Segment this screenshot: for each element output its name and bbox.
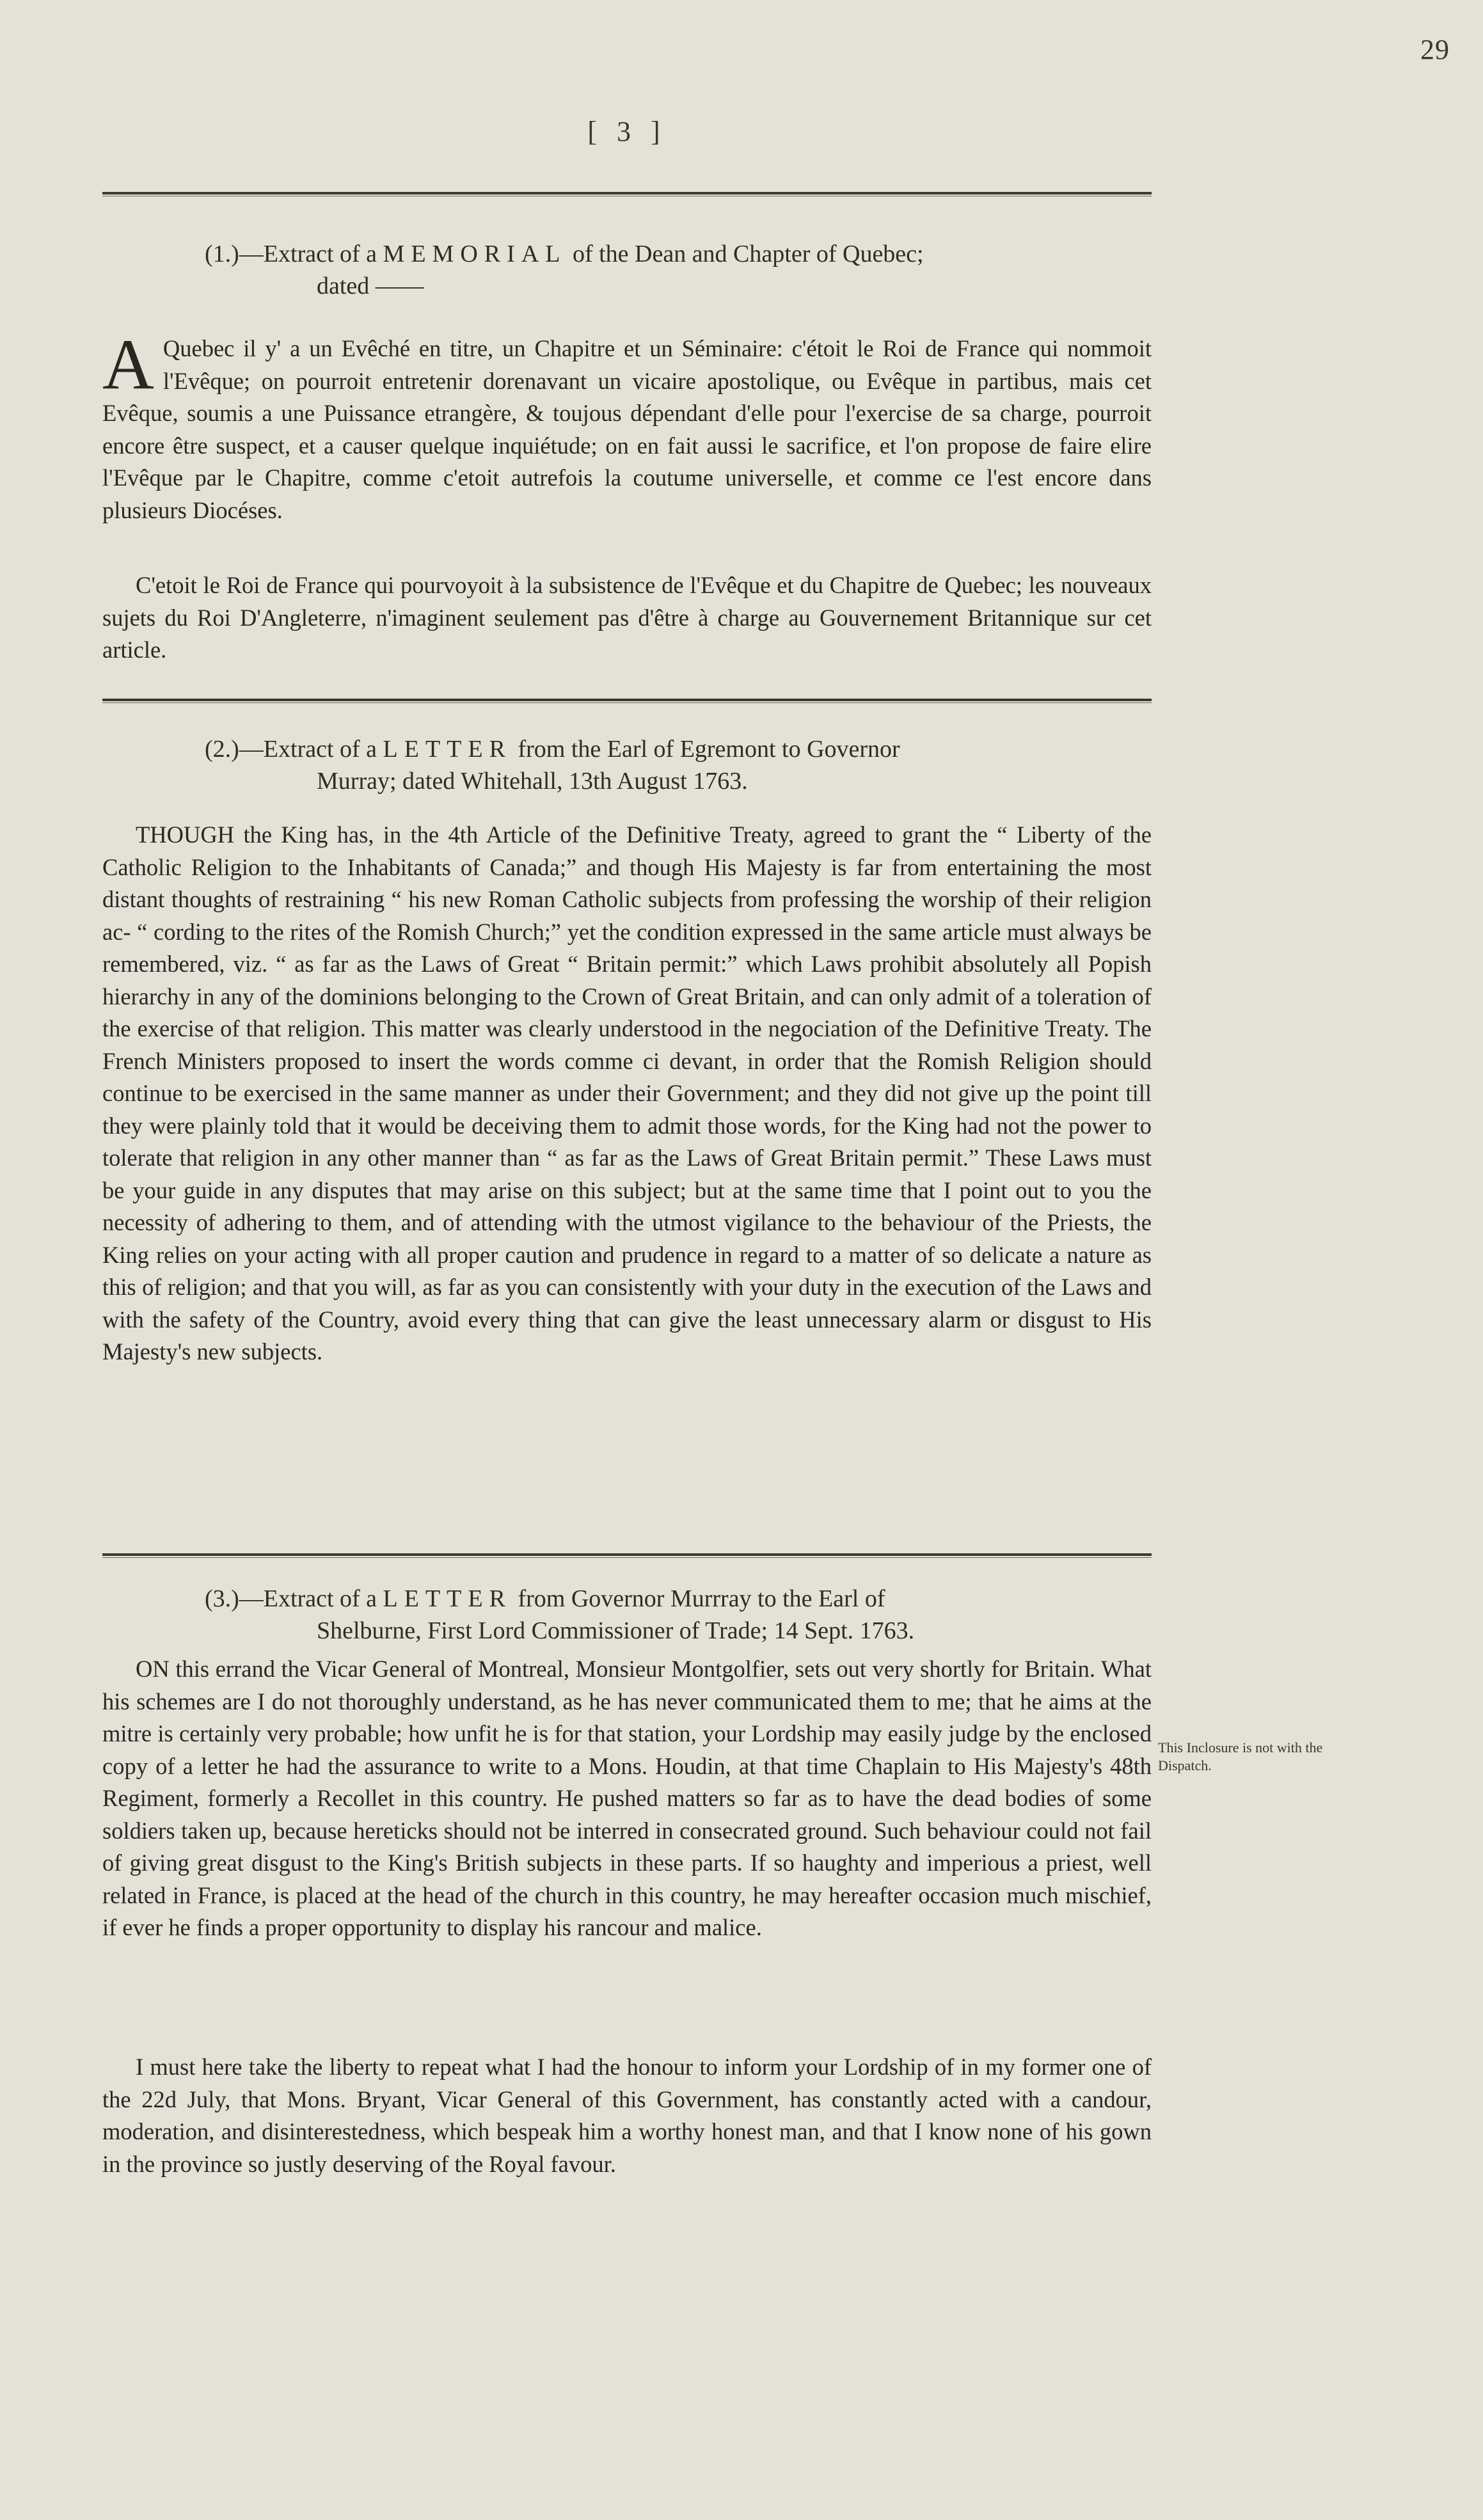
heading-tail: of the Dean and Chapter of Quebec;	[566, 241, 924, 267]
section-rule	[102, 699, 1152, 703]
heading-lead: (2.)—Extract of a	[205, 736, 383, 763]
heading-tail: from Governor Murrray to the Earl of	[511, 1585, 885, 1612]
heading-caps: LETTER	[383, 1585, 512, 1612]
heading-caps: MEMORIAL	[383, 241, 567, 267]
section-heading	[205, 238, 1100, 302]
heading-lead: (1.)—Extract of a	[205, 241, 383, 267]
paragraph-text: THOUGH the King has, in the 4th Article of the Definitive Treaty, agreed to grant the “ Liberty of the Catholic Religion to the Inhabitants of Canada;” and though His Majesty is far from entertaining the most distant thoughts of restraining “ his new Roman Catholic subjects from professing the worship of their religion ac- “ cording to the rites of the Romish Church;” yet the condition expressed in the same article must always be remembered, viz. “ as far as the Laws of Great “ Britain permit:” which Laws prohibit absolutely all Popish hierarchy in any of the dominions belonging to the Crown of Great Britain, and can only admit of a toleration of the exercise of that religion. This matter was clearly understood in the negociation of the Definitive Treaty. The French Ministers proposed to insert the words comme ci devant, in order that the Romish Religion should continue to be exercised in the same manner as under their Government; and they did not give up the point till they were plainly told that it would be deceiving them to admit those words, for the King had not the power to tolerate that religion in any other manner than “ as far as the Laws of Great Britain permit.” These Laws must be your guide in any disputes that may arise on this subject; but at the same time that I point out to you the necessity of adhering to them, and of attending with the utmost vigilance to the behaviour of the Priests, the King relies on your acting with all proper caution and prudence in regard to a matter of so delicate a nature as this of religion; and that you will, as far as you can consistently with your duty in the execution of the Laws and with the safety of the Country, avoid every thing that can give the least unnecessary alarm or disgust to His Majesty's new subjects.	[102, 821, 1152, 1365]
running-head: [ 3 ]	[587, 116, 667, 147]
heading-lead: (3.)—Extract of a	[205, 1585, 383, 1612]
paragraph	[102, 2051, 1152, 2180]
heading-continuation: dated ——	[317, 273, 424, 299]
paragraph	[102, 1653, 1152, 1944]
paragraph-text: ON this errand the Vicar General of Montreal, Monsieur Montgolfier, sets out very shortly for Britain. What his schemes are I do not thoroughly understand, as he has never communicated them to me; that he aims at the mitre is certainly very probable; how unfit he is for that station, your Lordship may easily judge by the enclosed copy of a letter he had the assurance to write to a Mons. Houdin, at that time Chaplain to His Majesty's 48th Regiment, formerly a Recollet in this country. He pushed matters so far as to have the dead bodies of some soldiers taken up, because hereticks should not be interred in consecrated ground. Such behaviour could not fail of giving great disgust to the King's British subjects in these parts. If so haughty and imperious a priest, well related in France, is placed at the head of the church in this country, he may hereafter occasion much mischief, if ever he finds a proper opportunity to display his rancour and malice.	[102, 1656, 1152, 1940]
heading-continuation: Shelburne, First Lord Commissioner of Trade; 14 Sept. 1763.	[317, 1617, 915, 1644]
paragraph	[102, 819, 1152, 1368]
page-number: 29	[1420, 34, 1450, 65]
heading-tail: from the Earl of Egremont to Governor	[511, 736, 900, 763]
section-rule	[102, 1553, 1152, 1558]
drop-cap: A	[102, 325, 154, 404]
paragraph-text: C'etoit le Roi de France qui pourvoyoit à la subsistence de l'Evêque et du Chapitre de Quebec; les nouveaux sujets du Roi D'Angleterre, n'imaginent seulement pas d'être à charge au Gouvernement Britannique sur cet article.	[102, 572, 1152, 663]
paragraph	[102, 325, 1152, 527]
heading-continuation: Murray; dated Whitehall, 13th August 1763.	[317, 768, 748, 795]
paragraph-text: Quebec il y' a un Evêché en titre, un Chapitre et un Séminaire: c'étoit le Roi de France qui nommoit l'Evêque; on pourroit entretenir dorenavant un vicaire apostolique, ou Evêque in partibus, mais cet Evêque, soumis a une Puissance etrangère, & toujous dépendant d'elle pour l'exercise de sa charge, pourroit encore être suspect, et a causer quelque inquiétude; on en fait aussi le sacrifice, et l'on propose de faire elire l'Evêque par le Chapitre, comme c'etoit autrefois la coutume universelle, et comme ce l'est encore dans plusieurs Diocéses.	[102, 335, 1152, 523]
margin-note: This Inclosure is not with the Dispatch.	[1158, 1739, 1323, 1773]
section-heading	[205, 1583, 1100, 1647]
section-rule	[102, 192, 1152, 196]
paragraph	[102, 569, 1152, 667]
section-heading	[205, 733, 1100, 797]
heading-caps: LETTER	[383, 736, 512, 763]
paragraph-text: I must here take the liberty to repeat what I had the honour to inform your Lordship of in my former one of the 22d July, that Mons. Bryant, Vicar General of this Government, has constantly acted with a candour, moderation, and disinterestedness, which bespeak him a worthy honest man, and that I know none of his gown in the province so justly deserving of the Royal favour.	[102, 2054, 1152, 2177]
